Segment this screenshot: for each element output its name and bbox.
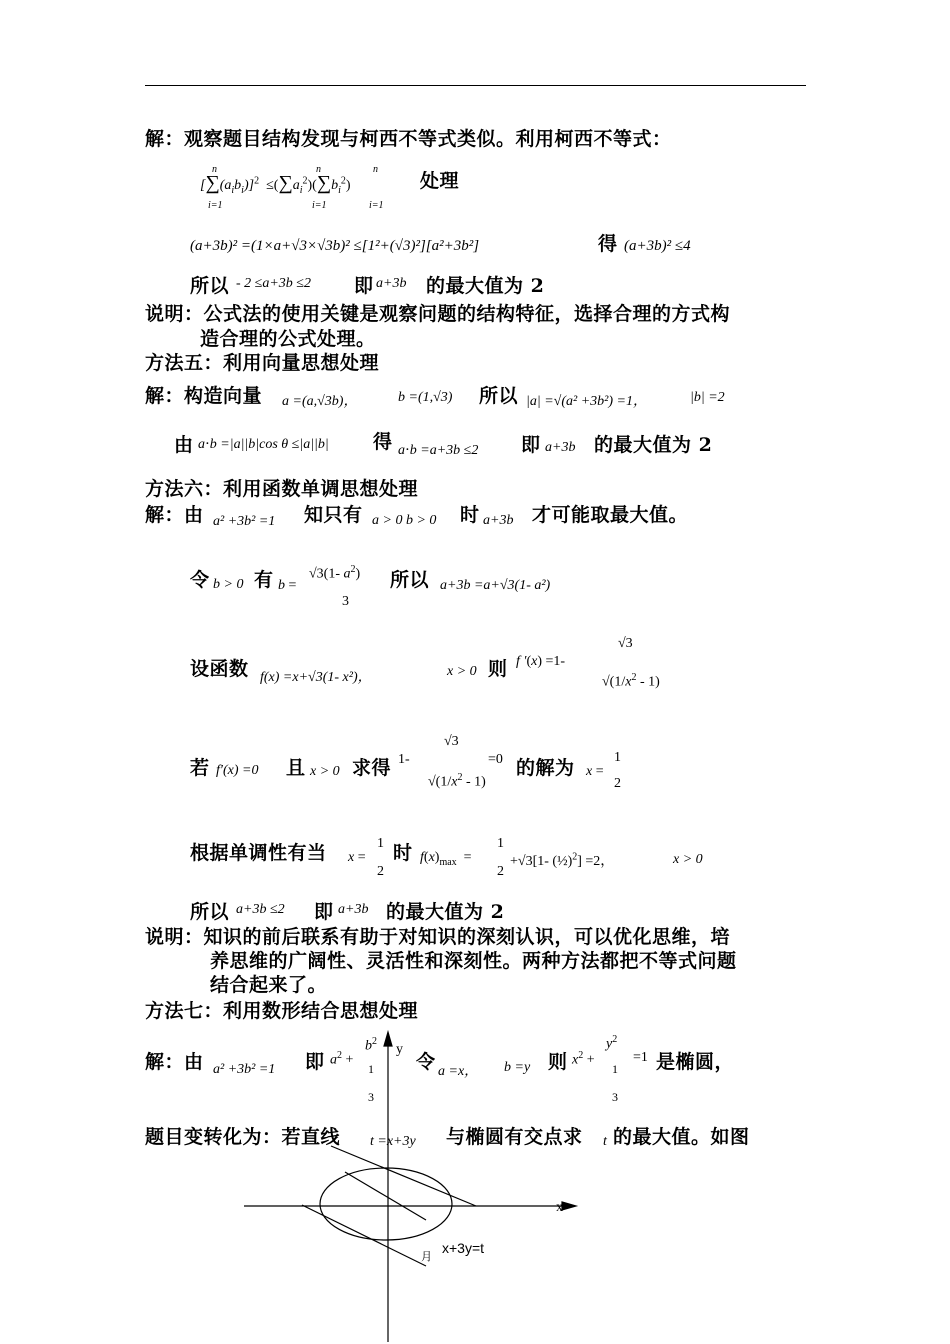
yue-label: 月 [421, 1251, 432, 1263]
x-positive-3: x > 0 [673, 852, 703, 867]
ellipse-form: $a^2$ + [330, 1050, 354, 1068]
note2-line3: 结合起来了。 [210, 974, 328, 996]
method7-title: 方法七：利用数形结合思想处理 [145, 1000, 419, 1022]
expr-a3b: a+3b [376, 276, 407, 291]
max-text-5: 的最大值为 2 [594, 434, 713, 456]
x-arrow [562, 1202, 576, 1210]
method6-title: 方法六：利用函数单调思想处理 [145, 478, 419, 500]
ji-text-6: 即 [314, 901, 334, 923]
expansion-formula: (a+3b)² =(1×a+√3×√3b)² ≤[1²+(√3)²][a²+3b²] [190, 238, 480, 254]
method5-title: 方法五：利用向量思想处理 [145, 352, 380, 374]
line-label: x+3y=t [442, 1240, 485, 1256]
qiude-text: 求得 [352, 757, 392, 779]
expr-a3b-6: a+3b [483, 513, 514, 528]
vector-a: a =(a,√3b)， [282, 394, 358, 409]
method5-sol: 解：构造向量 [145, 385, 263, 407]
ji-text-5: 即 [521, 434, 541, 456]
x-half: x = [586, 764, 604, 779]
x-positive: x > 0 [447, 664, 477, 679]
y-arrow [384, 1032, 392, 1046]
expr-a3b-6b: a+3b [338, 902, 369, 917]
monotonic-text: 根据单调性有当 [190, 842, 327, 864]
ellipse-equation: $x^2$ + [572, 1050, 595, 1068]
shi-text: 时 [460, 504, 480, 526]
derivative-zero: f′(x) =0 [216, 763, 259, 778]
middle-line [345, 1172, 426, 1220]
shi-text-2: 时 [393, 842, 413, 864]
derivative: f ′(x) =1- [516, 654, 566, 669]
max-text: 的最大值为 2 [426, 275, 545, 297]
de-text: 得 [598, 233, 618, 255]
solution-is: 的解为 [516, 757, 575, 779]
method7-sol: 解：由 [145, 1051, 204, 1073]
function-fx: f(x) =x+√3(1- x²)， [260, 670, 372, 685]
solution-cauchy-line: 解：观察题目结构发现与柯西不等式类似。利用柯西不等式： [145, 128, 672, 150]
constraint: a² +3b² =1 [213, 514, 276, 529]
note1-line1: 说明：公式法的使用关键是观察问题的结构特征，选择合理的方式构 [145, 303, 731, 325]
a-eq-x: a =x， [438, 1064, 479, 1079]
norm-a: |a| =√(a² +3b²) =1， [526, 394, 647, 409]
b-numerator: √3(1- $a^2$) [309, 564, 361, 582]
so-text-6b: 所以 [190, 901, 230, 923]
de-text-5: 得 [373, 431, 393, 453]
note2-line2: 养思维的广阔性、灵活性和深刻性。两种方法都把不等式问题 [210, 950, 737, 972]
constraint-7: a² +3b² =1 [213, 1062, 276, 1077]
ji-text-7: 即 [305, 1051, 325, 1073]
transform-text: 题目变转化为：若直线 [145, 1126, 341, 1148]
b-value: b = [278, 578, 297, 593]
max-figure-text: 的最大值。如图 [613, 1126, 750, 1148]
ruo-text: 若 [190, 757, 210, 779]
max-possible: 才可能取最大值。 [532, 504, 689, 526]
ling-text-7: 令 [416, 1051, 436, 1073]
x-positive-2: x > 0 [310, 764, 340, 779]
ling-text: 令 [190, 569, 210, 591]
intersect-text: 与椭圆有交点求 [446, 1126, 583, 1148]
b-positive: b > 0 [213, 577, 244, 592]
ji-text: 即 [354, 275, 374, 297]
result-formula: (a+3b)² ≤4 [624, 238, 691, 254]
tangent-line-lower [302, 1205, 426, 1266]
dot-product-2: a⋅b =a+3b ≤2 [398, 443, 479, 458]
positivity: a > 0 b > 0 [372, 513, 437, 528]
max-text-6: 的最大值为 2 [386, 901, 505, 923]
y-axis-label: y [396, 1042, 403, 1057]
fmax: $f(x)_{max}$ = [420, 850, 472, 868]
dot-product: a⋅b =|a||b|cos θ ≤|a||b| [198, 437, 329, 452]
is-ellipse: 是椭圆， [656, 1051, 735, 1073]
t-var: t [603, 1134, 607, 1149]
handle-text: 处理 [420, 170, 460, 192]
ze-text-7: 则 [548, 1051, 568, 1073]
note1-line2: 造合理的公式处理。 [200, 328, 376, 350]
substitution: a+3b =a+√3(1- a²) [440, 578, 551, 593]
vector-b: b =(1,√3) [398, 390, 453, 405]
ellipse [320, 1168, 452, 1240]
so-text-5: 所以 [479, 385, 519, 407]
so-text-6: 所以 [390, 569, 430, 591]
note2-line1: 说明：知识的前后联系有助于对知识的深刻认识，可以优化思维，培 [145, 926, 731, 948]
b-eq-y: b =y [504, 1060, 531, 1075]
set-function: 设函数 [190, 658, 249, 680]
method6-sol: 解：由 [145, 504, 204, 526]
you-text-6: 有 [254, 569, 274, 591]
ze-text: 则 [488, 658, 508, 680]
only-text: 知只有 [304, 504, 363, 526]
equation-zero: 1- [398, 752, 410, 767]
norm-b: |b| =2 [690, 390, 725, 405]
x-half-2: x = [348, 850, 366, 865]
range-formula: - 2 ≤a+3b ≤2 [236, 276, 311, 291]
you-text: 由 [174, 434, 194, 456]
qie-text: 且 [286, 757, 306, 779]
line-t: t =x+3y [370, 1134, 416, 1149]
cauchy-formula: $[\sum(a_ib_i)]^2 \le(\sum a_i^2)(\sum b_i^2)$ [200, 172, 351, 196]
le-two: a+3b ≤2 [236, 902, 285, 917]
x-axis-label: x [556, 1200, 563, 1215]
so-text: 所以 [190, 275, 230, 297]
expr-a3b-5: a+3b [545, 440, 576, 455]
